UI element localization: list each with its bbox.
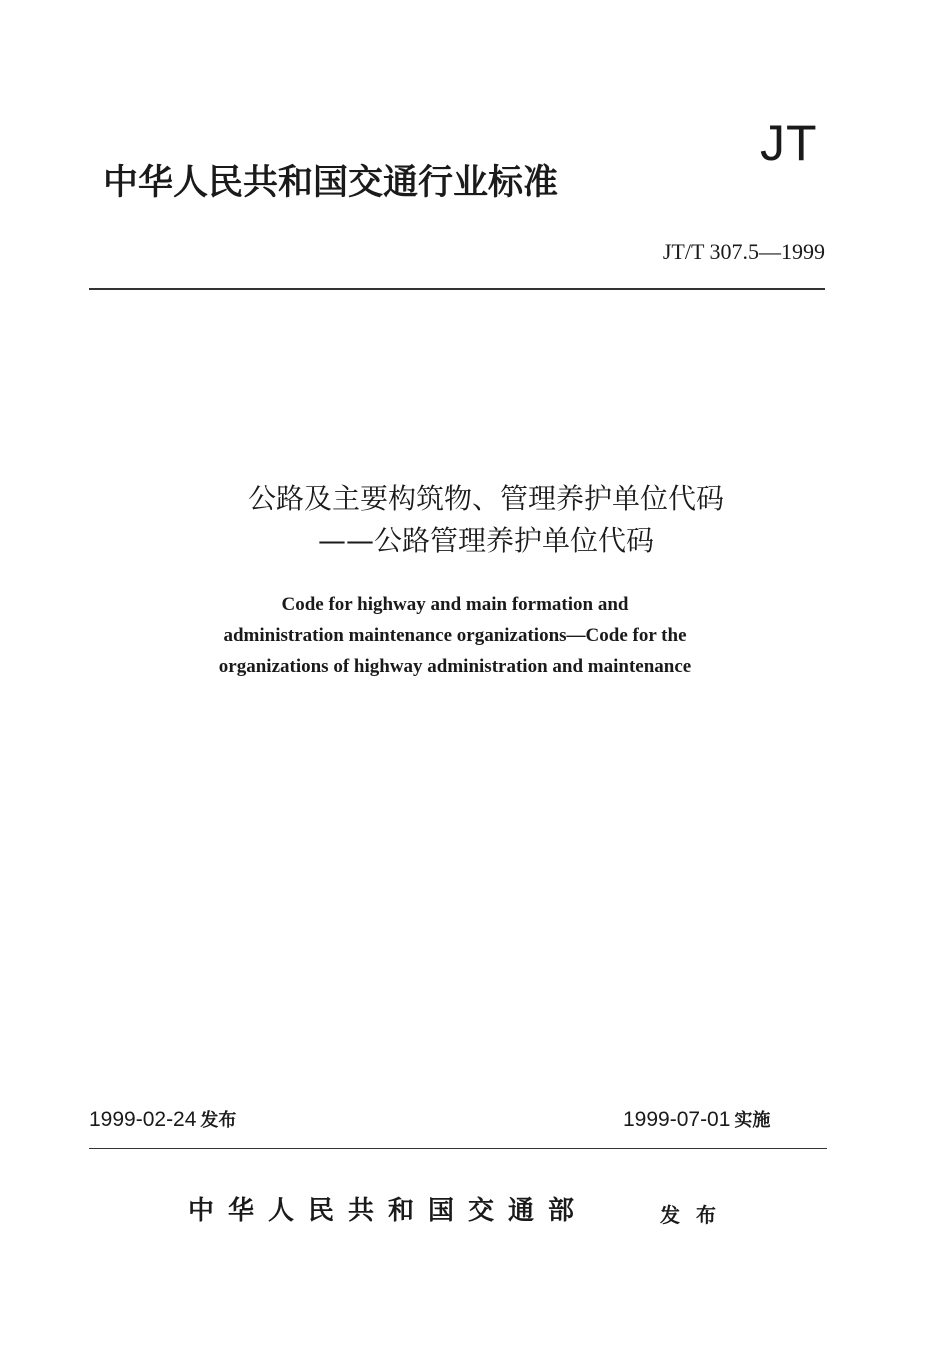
bottom-divider [89,1148,827,1149]
issue-date: 1999-02-24 [89,1108,197,1131]
jt-mark: JT [760,115,818,171]
implementation-date-block [623,1108,770,1131]
implementation-date: 1999-07-01 [623,1108,731,1131]
english-title-line-2: administration maintenance organizations—Code for the [223,625,687,646]
top-divider [89,288,825,290]
issuer-action: 发布 [660,1203,732,1227]
industry-standard-title: 中华人民共和国交通行业标准 [103,162,559,203]
issue-label: 发布 [200,1110,237,1131]
chinese-title-line-2: ——公路管理养护单位代码 [317,524,654,557]
implementation-label: 实施 [734,1110,771,1131]
issuing-authority: 中华人民共和国交通部 [188,1196,589,1226]
issue-date-block [89,1108,236,1131]
standard-number: JT/T 307.5—1999 [662,239,825,264]
chinese-title-line-1: 公路及主要构筑物、管理养护单位代码 [247,482,724,515]
english-title-line-1: Code for highway and main formation and [281,594,629,615]
english-title-line-3: organizations of highway administration and maintenance [218,656,692,677]
